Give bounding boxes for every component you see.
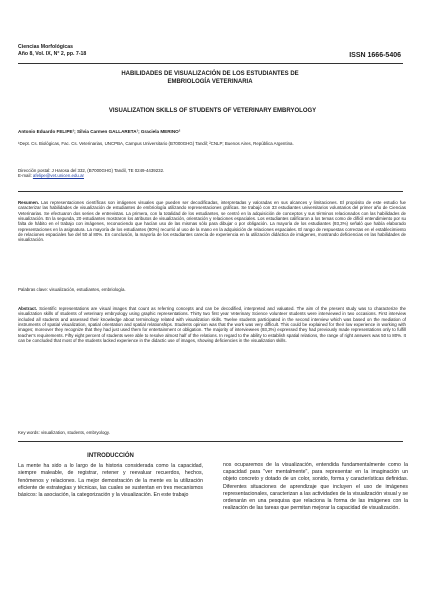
journal-header <box>18 44 86 57</box>
title-spanish <box>60 70 360 86</box>
section-heading-introduccion: INTRODUCCIÓN <box>87 453 134 459</box>
resumen-text: Las representaciones científicas son imágenes visuales que pueden ser decodificadas, interpretadas y valoradas en sus alcances y limitaciones. El propósito de este estudio fue caracterizar las habilidades de visualización de estudiantes de embriología utilizando representaciones gráficas. Se trabajó con 33 estudiantes universitarios voluntarios del primer año de Ciencias Veterinarias. Se efectuaron dos series de entrevistas. La primera, con la totalidad de los estudiantes, se centró en la adquisición de conceptos y sus términos relacionados con las habilidades de visualización. En la segunda, 20 estudiantes mostraron los atributos de visualización, orientación y relaciones espaciales. Los estudiantes calificaron a los temas como de difícil entendimiento por su falta de hábito en el trabajo con imágenes, reconociendo que hacían uso de las mismas sólo para dibujar o por obligación. La mayoría de los estudiantes (93,3%) señaló que había elaborado representaciones en la asignatura. La mayoría de los estudiantes (80%) recurrió al uso de la mano en la adquisición de relaciones espaciales. El rango de respuestas correctas en el establecimiento de relaciones espaciales fue del 50 al 80%. En conclusión, la mayoría de los estudiantes carecía de experiencia en la utilización didáctica de imágenes, mostrando deficiencias en las habilidades de visualización. <box>18 200 406 243</box>
keywords <box>18 430 406 435</box>
title-es-line2: EMBRIOLOGÍA VETERINARIA <box>167 79 253 85</box>
correspondence-email <box>18 173 406 178</box>
palabras-clave-text: visualización, estudiantes, embriología. <box>49 287 126 292</box>
keywords-label: Key words: <box>18 430 40 435</box>
email-label: E-mail: <box>18 173 32 179</box>
palabras-clave-label: Palabras clave: <box>18 287 49 292</box>
authors <box>18 129 406 135</box>
palabras-clave <box>18 287 406 292</box>
correspondence <box>18 168 406 179</box>
correspondence-address: Dirección postal: J Harosa del 332, (B7000GHG) Tandil, TE 0249-4439232. <box>18 168 165 173</box>
title-english: VISUALIZATION SKILLS OF STUDENTS OF VETERINARY EMBRYOLOGY <box>108 108 317 114</box>
journal-issue: Año 8, Vol. IX, N° 2, pp. 7-18 <box>18 50 87 57</box>
column-left-text: La mente ha sido a lo largo de la historia considerada como la capacidad, siempre maleable, de registrar, retener y reevaluar recuerdos, hechos, fenómenos y relaciones. La mejor demostración de la mente es la utilización eficiente de estrategias y técnicas, las cuales se sustentan en tres mecanismos básicos: la asociación, la categorización y la visualización. En este trabajo <box>18 463 203 499</box>
column-right <box>223 462 408 512</box>
abstract <box>18 306 406 343</box>
abstract-text: Scientific representations are visual images that count as referring concepts and can be decodified, interpreted and valuated. The aim of the present study was to characterize the visualization skills of students of veterinary embryology using graphic representations. Thirty two first year Veterinary Science volunteer students were interviewed in two occasions. First interview included all students and assessed their knowledge about terminology related with visualization skills. Twelve students participated in the second interview which was based on the mediation of instruments of spatial visualization, spatial orientation and spatial relationships. Students opinion was that the work was very difficult. This could be explained for their low experience in working with images; moreover they recognize that they had just used them for entertainment or obligation. The majority of interviewees (93,3%) expressed they had previously made representations only to fulfill teacher's requirements. Fifty eight percent of students were able to resolve almost half of the relations. In regard to the ability to establish spatial relations, the range of right answers was 50 to 80%. It can be concluded that most of the students lacked experience in the didactic use of images, showing deficiencies in the visualization skills. <box>18 306 406 344</box>
issn: ISSN 1666-5406 <box>349 52 401 59</box>
column-left <box>18 453 203 499</box>
affiliations: ¹Dept. Cs. Biológicas, Fac. Cs. Veterinarias, UNCPBA, Campus Universitario (B7000GHG) Tandil; ²CNLP; Buenos Aires, República Argentina. <box>18 141 294 146</box>
abstract-label: Abstract. <box>18 306 38 311</box>
title-es-line1: HABILIDADES DE VISUALIZACIÓN DE LOS ESTUDIANTES DE <box>121 71 299 77</box>
resumen <box>18 200 406 243</box>
author-list: Antonio Eduardo FELIPE¹; Silvia Carmen GALLARETA¹; Graciela MERINO² <box>18 129 181 134</box>
abstract-rule-top <box>18 191 403 192</box>
journal-name: Ciencias Morfológicas <box>18 44 74 50</box>
resumen-label: Resumen. <box>18 200 39 205</box>
column-right-text: nos ocuparemos de la visualización, entendida fundamentalmente como la capacidad para "ver mentalmente", para representar en la imaginación un objeto concreto y dotado de un color, sonido, forma y características definidas. Diferentes situaciones de aprendizaje que incluyen el uso de imágenes representacionales, caracterizan a las actividades de la visualización visual y se ordenarán en una pesquisa que relaciona la forma de las imágenes con la realización de las tareas que permitan mejorar la capacidad de visualización. <box>223 462 408 512</box>
keywords-text: visualization, students, embryology. <box>40 430 110 435</box>
header-rule <box>18 63 403 64</box>
abstract-rule-bottom <box>18 441 403 442</box>
email-link[interactable]: afelipe@vet.unicen.edu.ar <box>32 173 84 179</box>
